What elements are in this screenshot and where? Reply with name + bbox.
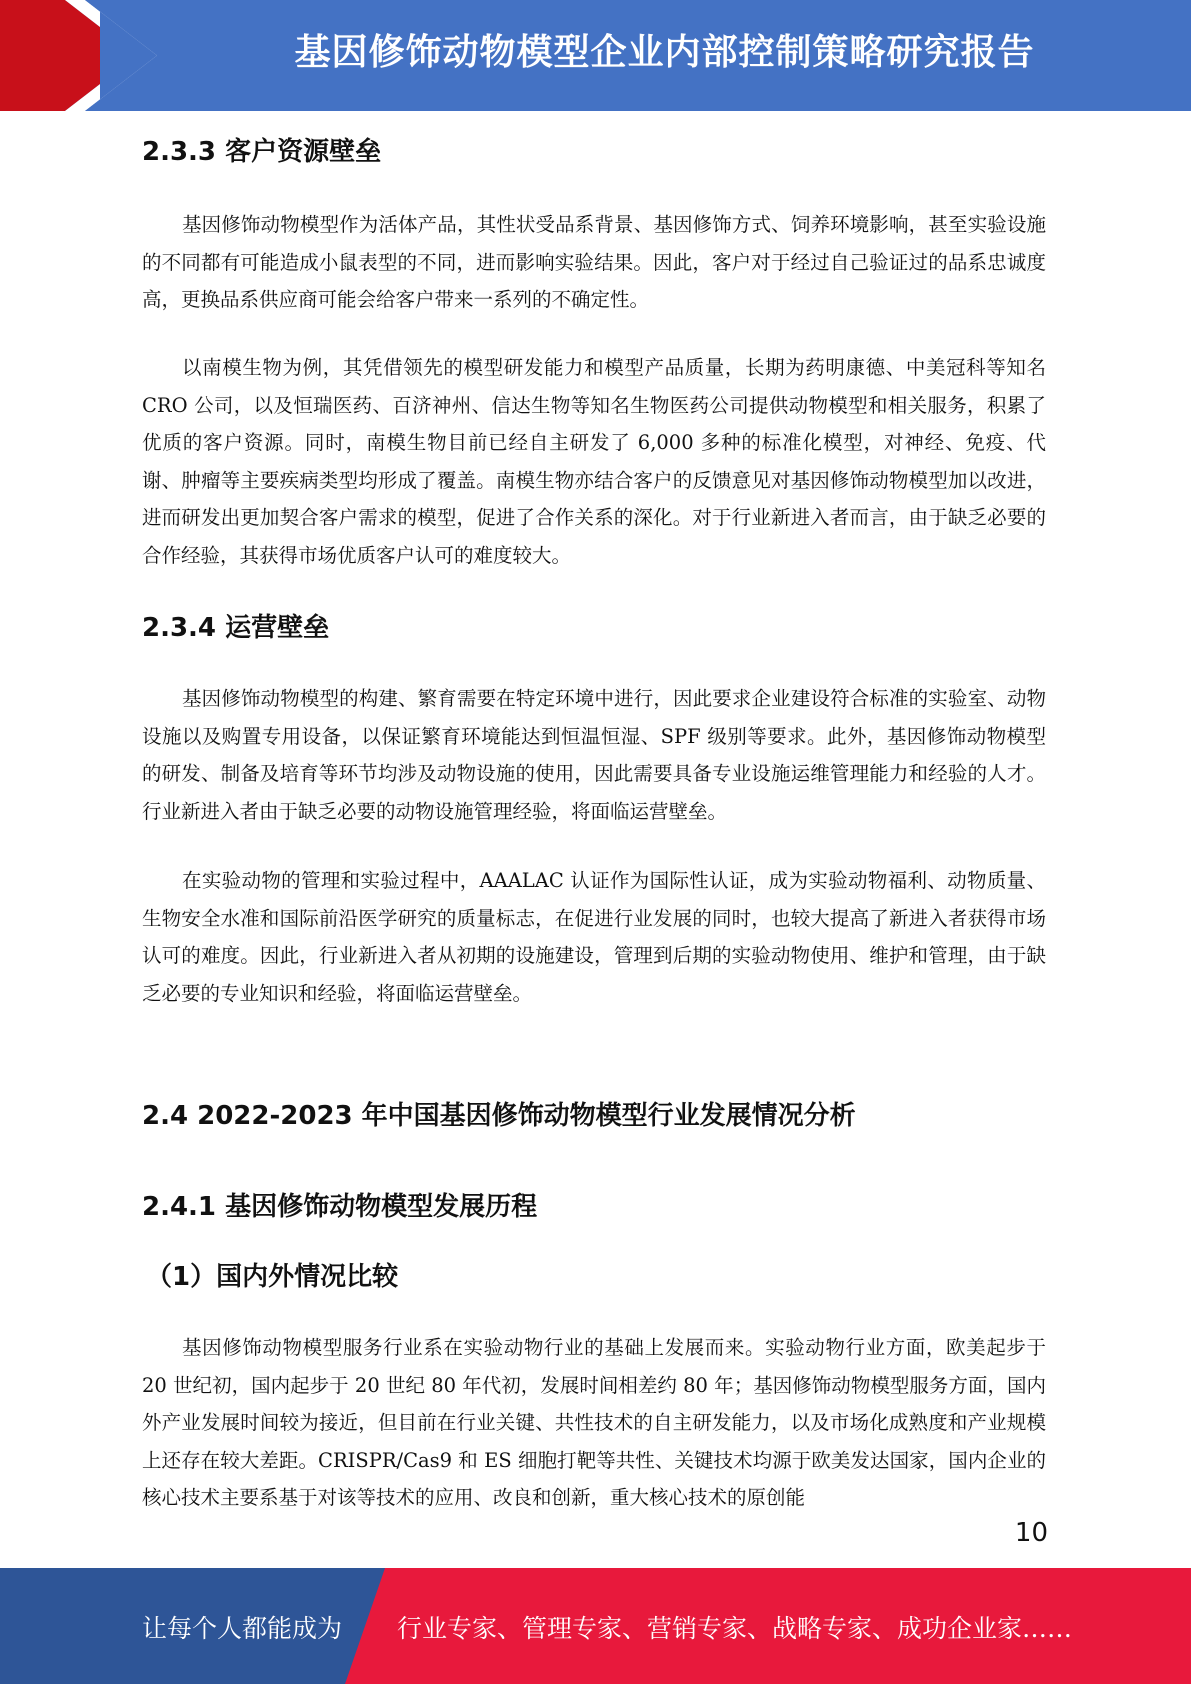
subheading-domestic-foreign-comparison: （1）国内外情况比较 [146,1262,399,1292]
paragraph-2-3-3-2: 以南模生物为例，其凭借领先的模型研发能力和模型产品质量，长期为药明康德、中美冠科等知名 CRO 公司，以及恒瑞医药、百济神州、信达生物等知名生物医药公司提供动物模型和相关服务，积累了优质的客户资源。同时，南模生物目前已经自主研发了 6,000 多种的标准化模型，对神经、免疫、代谢、肿瘤等主要疾病类型均形成了覆盖。南模生物亦结合客户的反馈意见对基因修饰动物模型加以改进，进而研发出更加契合客户需求的模型，促进了合作关系的深化。对于行业新进入者而言，由于缺乏必要的合作经验，其获得市场优质客户认可的难度较大。 [142,356,1046,567]
footer-slogan-right: 行业专家、管理专家、营销专家、战略专家、成功企业家…… [397,1614,1073,1643]
section-heading-2-3-4: 2.3.4 运营壁垒 [142,613,330,643]
section-heading-2-3-3: 2.3.3 客户资源壁垒 [142,137,382,167]
section-heading-2-4: 2.4 2022-2023 年中国基因修饰动物模型行业发展情况分析 [142,1101,856,1131]
footer-slogan-left: 让每个人都能成为 [142,1614,343,1643]
paragraph-2-3-3-1: 基因修饰动物模型作为活体产品，其性状受品系背景、基因修饰方式、饲养环境影响，甚至实验设施的不同都有可能造成小鼠表型的不同，进而影响实验结果。因此，客户对于经过自己验证过的品系忠诚度高，更换品系供应商可能会给客户带来一系列的不确定性。 [142,213,1046,311]
page-footer [0,1568,1191,1684]
paragraph-2-3-4-2: 在实验动物的管理和实验过程中，AAALAC 认证作为国际性认证，成为实验动物福利、动物质量、生物安全水准和国际前沿医学研究的质量标志，在促进行业发展的同时，也较大提高了新进入者获得市场认可的难度。因此，行业新进入者从初期的设施建设，管理到后期的实验动物使用、维护和管理，由于缺乏必要的专业知识和经验，将面临运营壁垒。 [142,869,1046,1005]
page-header [0,0,1191,111]
page-number: 10 [1014,1518,1048,1548]
section-heading-2-4-1: 2.4.1 基因修饰动物模型发展历程 [142,1192,538,1222]
paragraph-2-4-1-1: 基因修饰动物模型服务行业系在实验动物行业的基础上发展而来。实验动物行业方面，欧美起步于 20 世纪初，国内起步于 20 世纪 80 年代初，发展时间相差约 80 年；基因修饰动物模型服务方面，国内外产业发展时间较为接近，但目前在行业关键、共性技术的自主研发能力，以及市场化成熟度和产业规模上还存在较大差距。CRISPR/Cas9 和 ES 细胞打靶等共性、关键技术均源于欧美发达国家，国内企业的核心技术主要系基于对该等技术的应用、改良和创新，重大核心技术的原创能 [142,1336,1046,1509]
paragraph-2-3-4-1: 基因修饰动物模型的构建、繁育需要在特定环境中进行，因此要求企业建设符合标准的实验室、动物设施以及购置专用设备，以保证繁育环境能达到恒温恒湿、SPF 级别等要求。此外，基因修饰动物模型的研发、制备及培育等环节均涉及动物设施的使用，因此需要具备专业设施运维管理能力和经验的人才。行业新进入者由于缺乏必要的动物设施管理经验，将面临运营壁垒。 [142,687,1046,823]
report-title: 基因修饰动物模型企业内部控制策略研究报告 [294,32,1035,73]
